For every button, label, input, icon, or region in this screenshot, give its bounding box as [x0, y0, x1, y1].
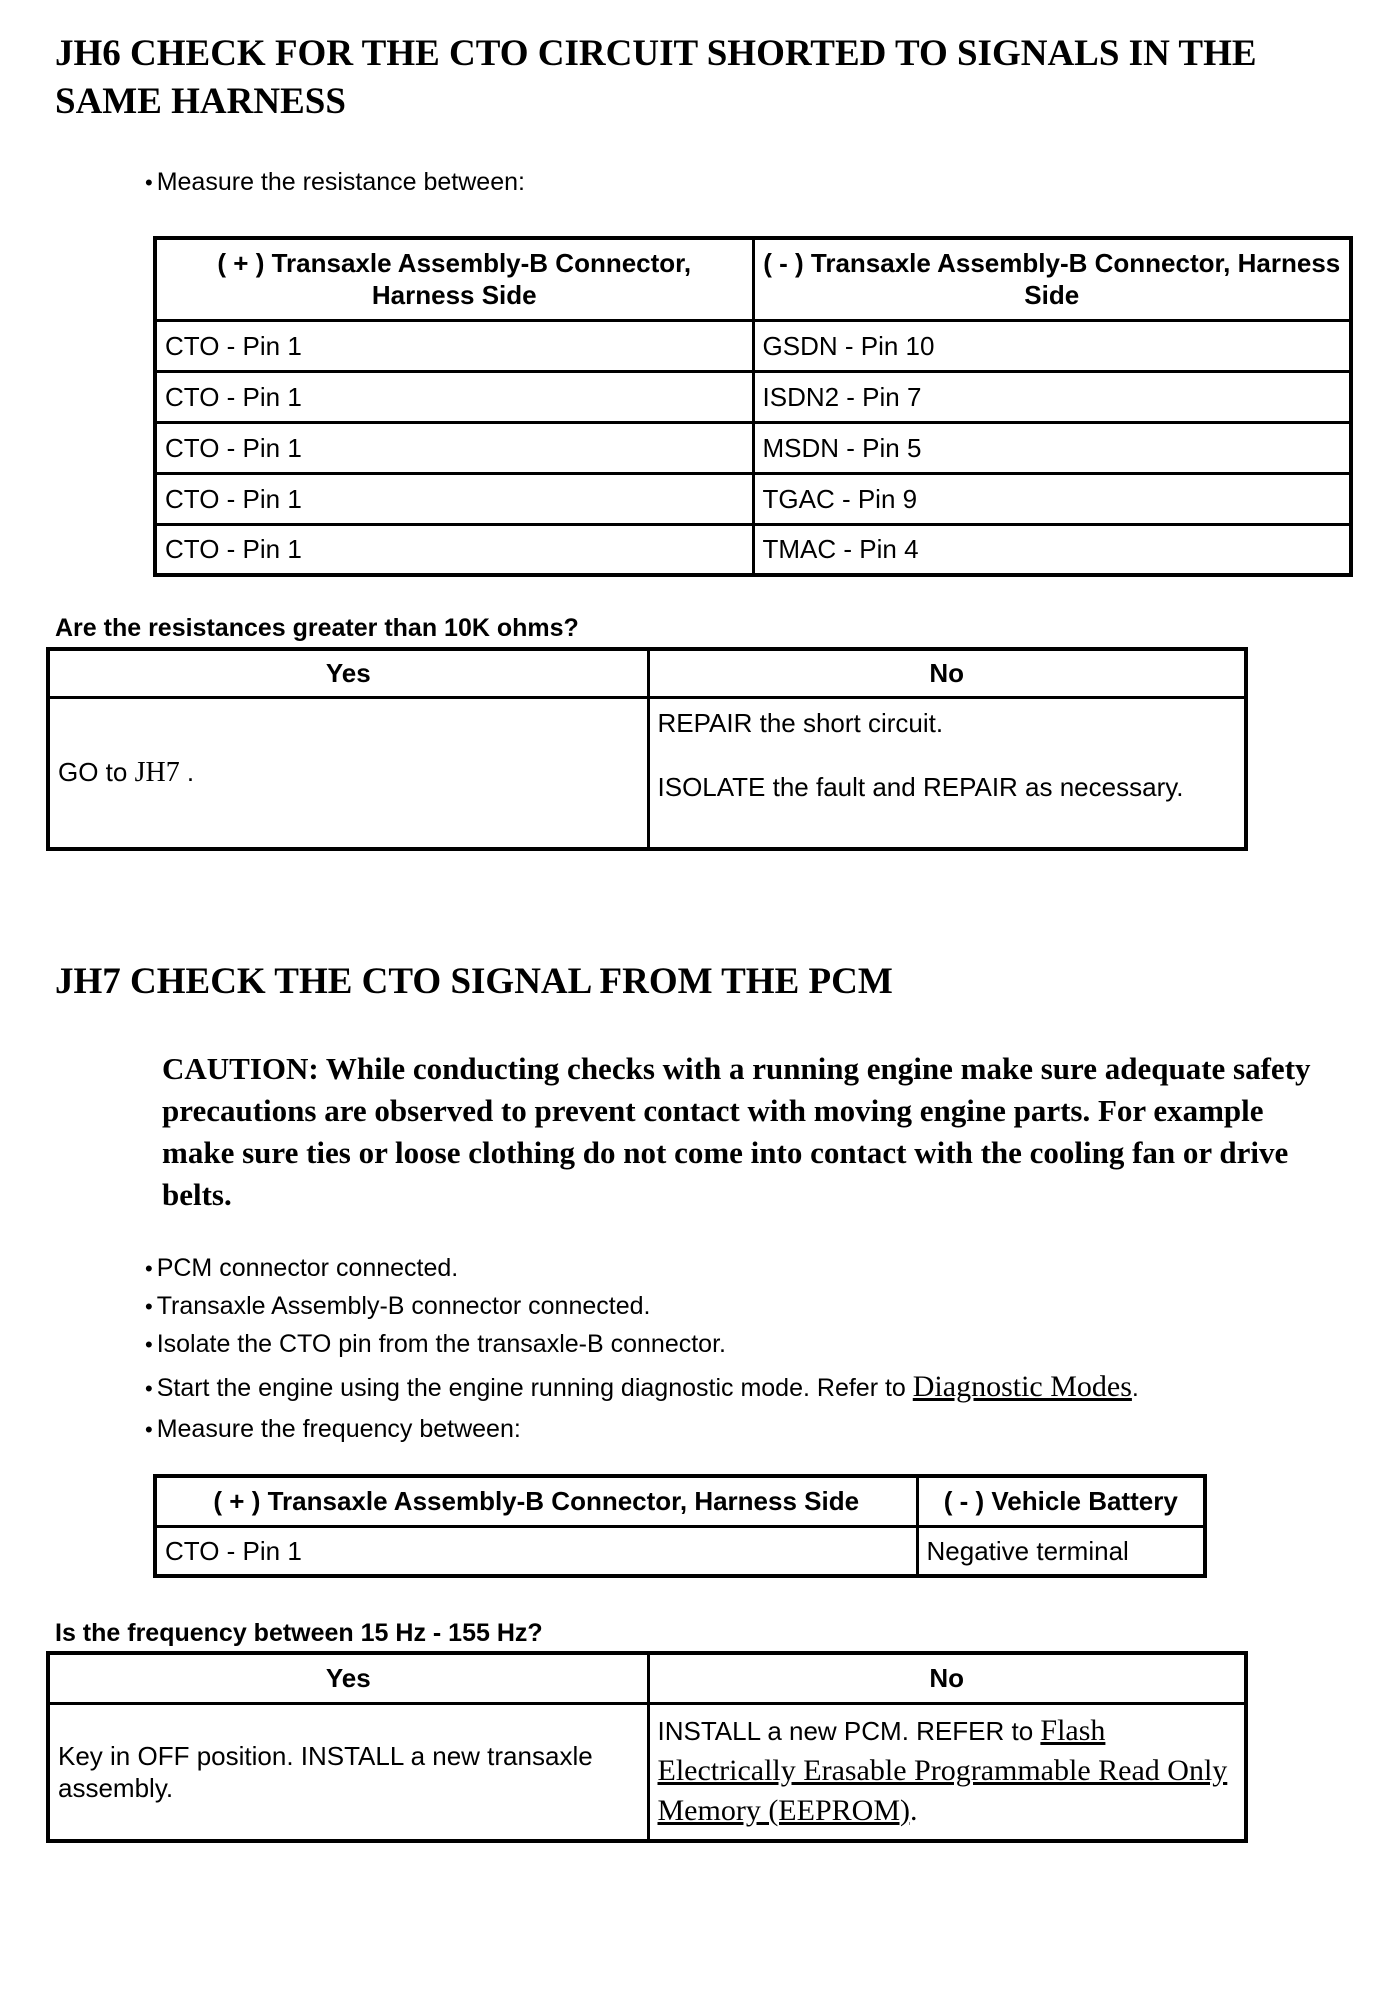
list-item — [145, 1253, 1365, 1284]
jh7-table-header-negative: ( - ) Vehicle Battery — [917, 1476, 1205, 1526]
jh6-bullet-text: Measure the resistance between: — [156, 168, 525, 196]
jh7-frequency-table — [153, 1474, 1207, 1578]
list-item — [145, 1367, 1365, 1407]
jh7-no-cell — [648, 1703, 1246, 1841]
list-item — [145, 1414, 1365, 1445]
jh6-cell-negative: TGAC - Pin 9 — [753, 473, 1351, 524]
list-item-end: . — [1131, 1374, 1139, 1402]
jh7-no-end: . — [909, 1793, 918, 1827]
table-row — [155, 371, 1351, 422]
jh6-cell-positive: CTO - Pin 1 — [155, 473, 753, 524]
table-row — [155, 473, 1351, 524]
jh7-link[interactable]: JH7 — [134, 757, 180, 789]
jh6-cell-positive: CTO - Pin 1 — [155, 371, 753, 422]
jh6-question: Are the resistances greater than 10K ohms? — [55, 614, 579, 642]
table-row — [155, 320, 1351, 371]
jh6-cell-negative: TMAC - Pin 4 — [753, 524, 1351, 575]
jh7-yes-cell: Key in OFF position. INSTALL a new transaxle assembly. — [48, 1703, 648, 1841]
list-item-text: Start the engine using the engine running diagnostic mode. Refer to — [156, 1374, 913, 1402]
jh7-title: JH7 CHECK THE CTO SIGNAL FROM THE PCM — [55, 961, 893, 1002]
jh6-cell-negative: ISDN2 - Pin 7 — [753, 371, 1351, 422]
table-row — [155, 1526, 1205, 1576]
jh7-no-text: INSTALL a new PCM. REFER to — [657, 1715, 1041, 1746]
jh6-yes-header: Yes — [48, 649, 648, 697]
jh6-yes-cell — [48, 697, 648, 849]
jh7-bullet-list — [145, 1253, 1365, 1445]
jh6-no-action-isolate: ISOLATE the fault and REPAIR as necessary. — [657, 771, 1184, 802]
jh6-title: JH6 CHECK FOR THE CTO CIRCUIT SHORTED TO SIGNALS IN THE SAME HARNESS — [55, 33, 1257, 122]
jh6-cell-positive: CTO - Pin 1 — [155, 524, 753, 575]
jh6-table-header-negative: ( - ) Transaxle Assembly-B Connector, Harness Side — [753, 238, 1351, 320]
list-item — [145, 1329, 1365, 1360]
list-item — [145, 1291, 1365, 1322]
jh6-table-header-positive: ( + ) Transaxle Assembly-B Connector, Harness Side — [155, 238, 753, 320]
jh7-cell-negative: Negative terminal — [917, 1526, 1205, 1576]
list-item-text: Isolate the CTO pin from the transaxle-B connector. — [156, 1330, 726, 1358]
jh7-no-header: No — [648, 1653, 1246, 1703]
jh6-cell-positive: CTO - Pin 1 — [155, 320, 753, 371]
jh7-cell-positive: CTO - Pin 1 — [155, 1526, 917, 1576]
jh6-yes-text: GO to — [58, 757, 135, 788]
eeprom-link[interactable]: Flash Electrically Erasable Programmable Read Only Memory (EEPROM) — [657, 1713, 1228, 1827]
jh6-cell-negative: MSDN - Pin 5 — [753, 422, 1351, 473]
jh6-no-cell — [648, 697, 1246, 849]
list-item-text: Transaxle Assembly-B connector connected. — [156, 1292, 651, 1320]
table-row — [155, 422, 1351, 473]
jh6-cell-positive: CTO - Pin 1 — [155, 422, 753, 473]
jh7-answer-table — [46, 1651, 1248, 1843]
jh7-yes-header: Yes — [48, 1653, 648, 1703]
jh6-resistance-table — [153, 236, 1353, 577]
jh7-question: Is the frequency between 15 Hz - 155 Hz? — [55, 1619, 543, 1647]
jh6-cell-negative: GSDN - Pin 10 — [753, 320, 1351, 371]
jh7-table-header-positive: ( + ) Transaxle Assembly-B Connector, Harness Side — [155, 1476, 917, 1526]
list-item-text: Measure the frequency between: — [156, 1415, 521, 1443]
table-row — [155, 524, 1351, 575]
jh6-answer-table — [46, 647, 1248, 851]
diagnostic-modes-link[interactable]: Diagnostic Modes — [912, 1370, 1132, 1403]
jh6-no-header: No — [648, 649, 1246, 697]
jh6-no-action-repair: REPAIR the short circuit. — [657, 707, 944, 738]
jh6-bullet — [145, 167, 525, 198]
list-item-text: PCM connector connected. — [156, 1254, 459, 1282]
jh6-yes-suffix: . — [179, 757, 195, 788]
caution-text: CAUTION: While conducting checks with a running engine make sure adequate safety precautions are observed to prevent contact with moving engine parts. For example make sure ties or loose clothing do not come into contact with the cooling fan or drive belts. — [162, 1051, 1311, 1212]
